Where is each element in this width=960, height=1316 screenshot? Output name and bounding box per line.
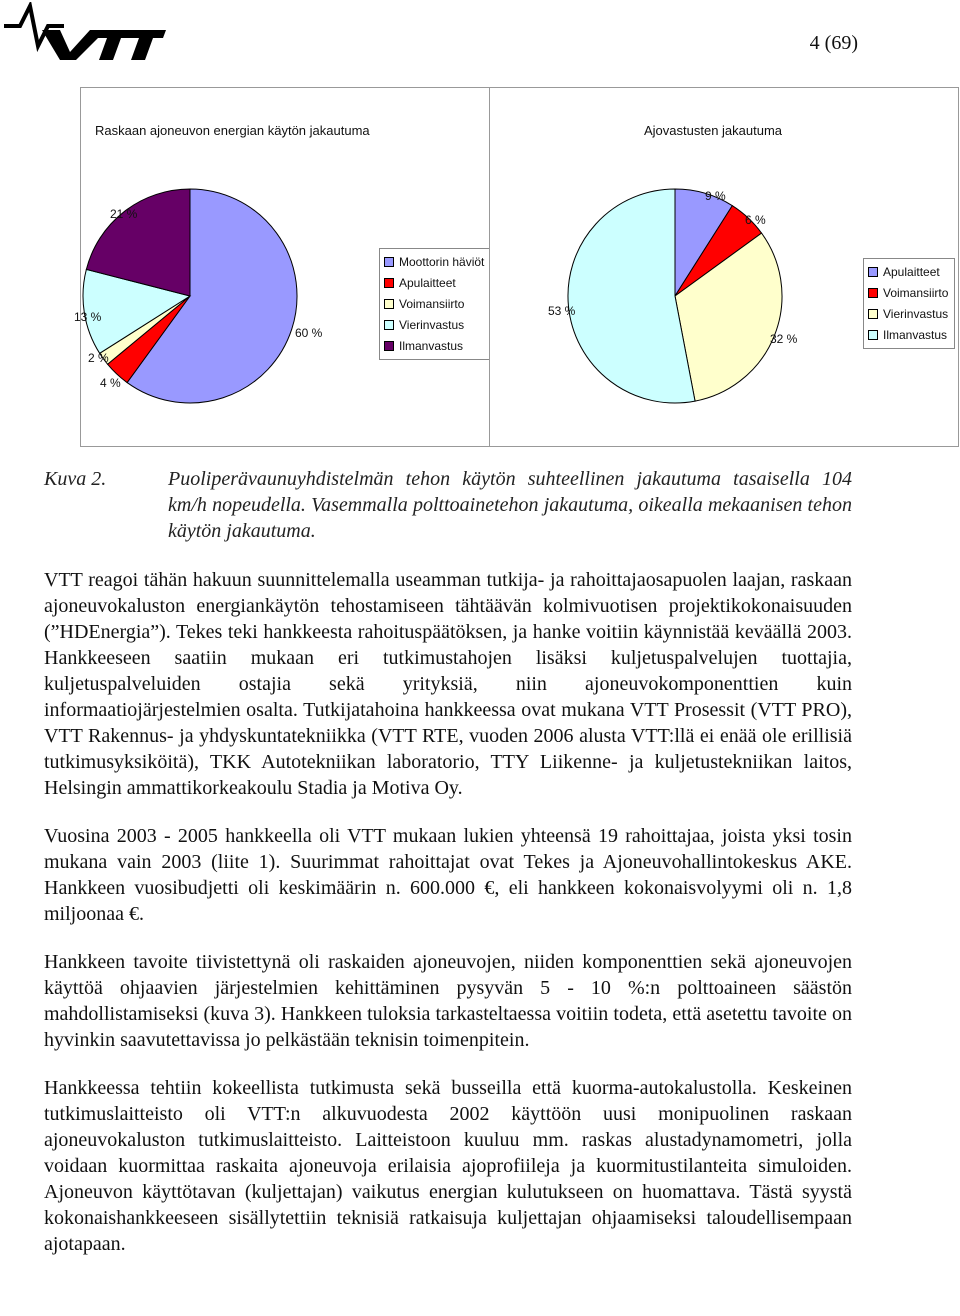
legend-swatch: [868, 330, 878, 340]
legend-item: [868, 262, 948, 283]
data-label-moottorin-haviot: 60 %: [295, 326, 323, 340]
chart-title: Raskaan ajoneuvon energian käytön jakautuma: [95, 123, 370, 138]
chart-legend: [863, 258, 955, 349]
logo-letter-t1: [93, 30, 134, 60]
data-label-ilmanvastus: 21 %: [110, 207, 138, 221]
legend-swatch: [868, 309, 878, 319]
legend-item: [384, 314, 484, 335]
legend-label: Ilmanvastus: [883, 327, 948, 342]
paragraph: Hankkeessa tehtiin kokeellista tutkimusta sekä busseilla että kuorma-autokalustolla. Keskeinen tutkimuslaitteisto oli VTT:n alkuvuodesta 2002 käyttöön uusi monipuolinen raskaan ajoneuvokaluston tutkimuslaitteisto. Laitteistoon kuuluu mm. raskas alustadynamometri, jolla voidaan kuormittaa raskaita ajoneuvoja erilaisia ajoprofiileja ja kuormitustilanteita simuloiden. Ajoneuvon käyttötavan (kuljettajan) vaikutus energian kulutukseen on huomattava. Tästä syystä kokonaishankkeeseen sisällytettiin teknisiä ratkaisuja kuljettajan ohjaamiseksi taloudellisempaan ajotapaan.: [44, 1077, 852, 1255]
legend-item: [868, 283, 948, 304]
chart-title: Ajovastusten jakautuma: [644, 123, 783, 138]
legend-swatch: [384, 278, 394, 288]
legend-label: Ilmanvastus: [399, 338, 464, 353]
logo-letter-t2: [127, 30, 166, 60]
legend-label: Apulaitteet: [883, 265, 940, 280]
data-label-voimansiirto: 6 %: [745, 213, 766, 227]
legend-item: [384, 252, 484, 273]
legend-item: [868, 304, 948, 325]
data-label-vierinvastus: 32 %: [770, 332, 798, 346]
vtt-logo: [2, 2, 167, 62]
caption-label: Kuva 2.: [44, 468, 107, 490]
data-label-apulaitteet: 9 %: [705, 189, 726, 203]
legend-item: [384, 335, 484, 356]
legend-label: Apulaitteet: [399, 276, 456, 291]
legend-swatch: [384, 257, 394, 267]
legend-swatch: [868, 288, 878, 298]
data-label-vierinvastus: 13 %: [74, 310, 102, 324]
legend-item: [384, 294, 484, 315]
legend-item: [384, 273, 484, 294]
driving-resistance-chart: [489, 87, 959, 447]
paragraph: Hankkeen tavoite tiivistettynä oli raskaiden ajoneuvojen, niiden komponenttien sekä ajoneuvojen käyttöä ohjaavien järjestelmien kehittäminen pysyvän 5 - 10 %:n polttoaineen säästön mahdollistamiseksi (kuva 3). Hankkeen tuloksia tarkasteltaessa voitiin todeta, että asetettu tavoite on hyvinkin saavutettavissa jo pelkästään teknisin toimenpitein.: [44, 951, 852, 1051]
page-number: 4 (69): [809, 32, 858, 54]
paragraph: VTT reagoi tähän hakuun suunnittelemalla useamman tutkija- ja rahoittajaosapuolen laajan, raskaan ajoneuvokaluston energiankäytön tehostamiseen tähtäävän kolmivuotisen projektikokonaisuuden (”HDEnergia”). Tekes teki hankkeesta rahoituspäätöksen, ja hanke voitiin käynnistää keväällä 2003. Hankkeeseen saatiin mukaan eri tutkimustahojen lisäksi kuljetuspalvelujen tuottajia, kuljetuspalveluiden ostajia sekä yrityksiä, niin ajoneuvokomponenttien kuin informaatiojärjestelmien osalta. Tutkijatahoina hankkeessa ovat mukana VTT Prosessit (VTT PRO), VTT Rakennus- ja yhdyskuntatekniikka (VTT RTE, vuoden 2006 alusta VTT:llä ei enää ole erillisiä tutkimusyksiköitä), TKK Autotekniikan laboratorio, TTY Liikenne- ja kuljetustekniikan laitos, Helsingin ammattikorkeakoulu Stadia ja Motiva Oy.: [44, 569, 852, 799]
legend-item: [868, 324, 948, 345]
legend-label: Vierinvastus: [883, 306, 949, 321]
legend-label: Vierinvastus: [399, 317, 465, 332]
data-label-ilmanvastus: 53 %: [548, 304, 576, 318]
legend-swatch: [384, 341, 394, 351]
data-label-apulaitteet: 4 %: [100, 376, 121, 390]
caption-text: Puoliperävaunuyhdistelmän tehon käytön suhteellinen jakautuma tasaisella 104 km/h nopeudella. Vasemmalla polttoainetehon jakautuma, oikealla mekaanisen tehon käytön jakautuma.: [168, 468, 852, 542]
legend-swatch: [384, 320, 394, 330]
chart-legend: [379, 248, 491, 360]
legend-label: Moottorin häviöt: [399, 255, 485, 270]
energy-use-chart: [74, 87, 490, 447]
legend-label: Voimansiirto: [883, 286, 949, 301]
legend-swatch: [384, 299, 394, 309]
body-text: [44, 567, 852, 1279]
figure-caption: [44, 466, 852, 544]
legend-swatch: [868, 267, 878, 277]
data-label-voimansiirto: 2 %: [88, 351, 109, 365]
legend-label: Voimansiirto: [399, 296, 465, 311]
paragraph: Vuosina 2003 - 2005 hankkeella oli VTT mukaan lukien yhteensä 19 rahoittajaa, joista yksi tosin mukana vain 2003 (liite 1). Suurimmat rahoittajat ovat Tekes ja Ajoneuvohallintokeskus AKE. Hankkeen vuosibudjetti oli keskimäärin n. 600.000 €, eli hankkeen kokonaisvolyymi oli n. 1,8 miljoonaa €.: [44, 825, 852, 925]
